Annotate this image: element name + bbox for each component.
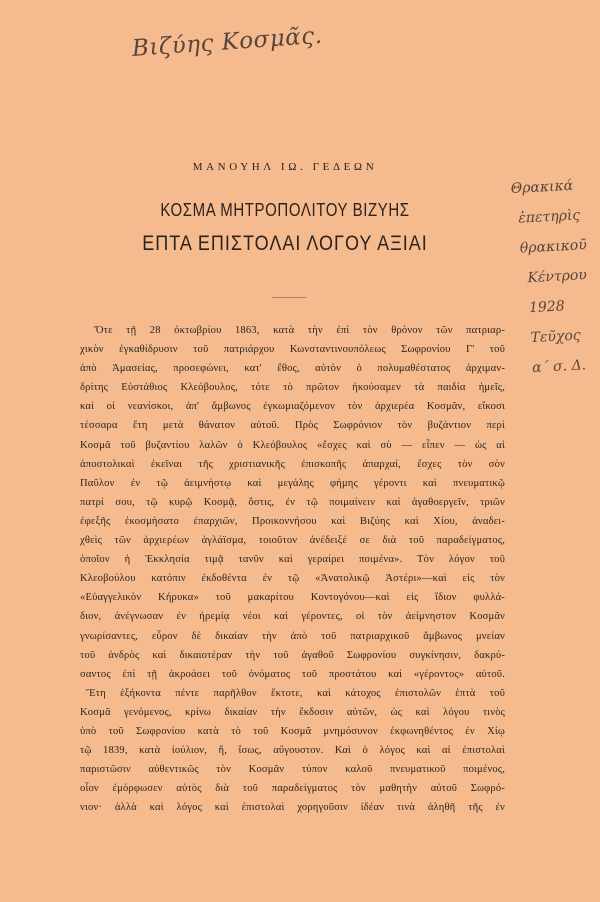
body-line: Ὅτε τῇ 28 ὀκτωβρίου 1863, κατὰ τὴν ἐπὶ τὸν θρόνον τῶν πατριαρ- — [94, 325, 505, 336]
body-line: ὁποῖον ἡ Ἐκκλησία τιμᾷ τανῦν καὶ γεραίρει ποιμένα». Τὸν λόγον τοῦ — [80, 554, 505, 566]
body-line: ἐφεξῆς ἐκοσμήσατο ἐπαρχιῶν, Προικοννήσου καὶ Βιζύης καὶ Χίου, ἀναδει- — [80, 515, 505, 527]
body-line: Ἔτη ἑξήκοντα πέντε παρῆλθον ἔκτοτε, καὶ κάτοχος ἐπιστολῶν ἑπτὰ τοῦ — [86, 687, 505, 699]
body-line: Κοσμᾶ γενόμενος, κρίνω δικαίαν τὴν ἔκδοσιν αὐτῶν, ὡς καὶ λόγου τινὸς — [80, 706, 505, 718]
title-divider — [272, 297, 306, 298]
body-line: χικὸν ἐγκαθίδρυσιν τοῦ πατριάρχου Κωνσταντινουπόλεως Σωφρονίου Γ' τοῦ — [80, 344, 505, 356]
body-line: καὶ οἱ νεανίσκοι, ἀπ' ἄμβωνος ἐγκωμιαζόμενον τὸν ἀρχιερέα Κοσμᾶν, εἴκοσι — [80, 401, 505, 413]
body-line: Παῦλον ἐν τῷ ἀειμνήστῳ καὶ μεγάλης φήμης γέροντι καὶ πνευματικῷ — [80, 477, 505, 489]
body-text — [80, 321, 505, 817]
body-line: χθεὶς τῶν ἀρχιερέων ἀγλάϊσμα, τοιοῦτον ἀνέδειξέ σε διὰ τοῦ παραδείγματος, — [80, 535, 505, 547]
body-line: οἷον ἐμόρφωσεν αὐτὸς διὰ τοῦ παραδείγματος τὸν μαθητὴν αὐτοῦ Σωφρό- — [80, 783, 505, 795]
article-subtitle: ΕΠΤΑ ΕΠΙΣΤΟΛΑΙ ΛΟΓΟΥ ΑΞΙΑΙ — [142, 231, 428, 255]
body-line: «Εὐαγγελικὸν Κήρυκα» τοῦ μακαρίτου Κοντογόνου—καὶ εἰς ἴδιον φυλλά- — [80, 592, 505, 604]
handwritten-title: Βιζύης Κοσμᾶς. — [131, 22, 324, 62]
author-name: ΜΑΝΟΥΗΛ ΙΩ. ΓΕΔΕΩΝ — [192, 161, 378, 173]
handwritten-margin-note — [510, 170, 600, 384]
margin-note-line: ἐπετηρὶς — [517, 207, 581, 227]
body-line: Κοσμᾶ τοῦ βυζαντίου λαλῶν ὁ Κλεόβουλος «ἔσχες καὶ σὺ — εἶπεν — ὡς αἱ — [80, 439, 505, 451]
margin-note-line: 1928 — [528, 298, 566, 317]
body-line: νιον· ἀλλὰ καὶ λόγος καὶ ἐπιστολαὶ χορηγοῦσιν ἰδέαν τινὰ ἀληθῆ τῆς ἐν — [80, 802, 505, 814]
body-line: τοῦ ἀνδρὸς καὶ δικαιοτέραν τὴν τοῦ ἀγαθοῦ Σωφρονίου συγκίνησιν, δακρύ- — [80, 649, 505, 661]
body-line: πατρί σου, τῷ κυρῷ Κοσμᾷ, ὅστις, ἐν τῷ ποιμαίνειν καὶ ἀγαθοεργεῖν, τριῶν — [80, 496, 505, 508]
margin-note-line: Τεῦχος — [530, 327, 582, 347]
body-line: ἀποστολικαὶ ἐκεῖναι τῆς χριστιανικῆς ἐπισκοπῆς ἀπαρχαί, ἔσχες τὸν σὸν — [80, 458, 505, 470]
margin-note-line: Κέντρου — [527, 267, 588, 287]
body-line: γνωρίσαντες, εὗρον δὲ δικαίαν τὴν ἀπὸ τοῦ πατριαρχικοῦ ἄμβωνος μνείαν — [80, 630, 505, 642]
body-line: δρίτης Εὐστάθιος Κλεόβουλος, τότε τὸ πρῶτον ἠκούσαμεν τὰ παιδία ἡμεῖς, — [80, 382, 505, 394]
body-line: τέσσαρα ἔτη μετὰ θάνατον αὐτοῦ. Πρὸς Σωφρόνιον τὸν βυζάντιον περὶ — [80, 420, 505, 432]
body-line: διον, ἀνέγνωσαν ἐν ἠρεμίᾳ νέοι καὶ γέροντες, οἱ τὸν ἀείμνηστον Κοσμᾶν — [80, 611, 505, 623]
margin-note-line: α΄ σ. Δ. — [531, 357, 587, 377]
margin-note-line: θρακικοῦ — [519, 237, 588, 257]
body-line: ἀπὸ Ἀμασείας, προσεφώνει, κατ' ἔθος, αὐτὸν ὁ πολυμαθέστατος ἀρχιμαν- — [80, 363, 505, 375]
body-line: σαντος ἐπὶ τῇ ἀκροάσει τοῦ ὀνόματος τοῦ προστάτου καὶ «γέροντος» αὐτοῦ. — [80, 668, 505, 680]
body-line: τῷ 1839, κατὰ ἰούλιον, ἤ, ἴσως, αὔγουστον. Καὶ ὁ λόγος καὶ αἱ ἐπιστολαὶ — [80, 745, 505, 757]
body-line: παριστῶσιν αὐθεντικῶς τὸν Κοσμᾶν τύπον καλοῦ πνευματικοῦ ποιμένος, — [80, 764, 505, 776]
body-line: Κλεοβούλου κατόπιν ἐκδοθέντα ἐν τῷ «Ἀνατολικῷ Ἀστέρι»—καὶ εἰς τὸν — [80, 573, 505, 585]
article-title: ΚΟΣΜΑ ΜΗΤΡΟΠΟΛΙΤΟΥ ΒΙΖΥΗΣ — [160, 199, 410, 221]
body-line: ὑπὸ τοῦ Σωφρονίου κατὰ τὸ τοῦ Κοσμᾶ μνημόσυνον ἐκφωνηθέντος ἐν Χίῳ — [80, 725, 505, 737]
margin-note-line: Θρακικά — [510, 177, 574, 197]
